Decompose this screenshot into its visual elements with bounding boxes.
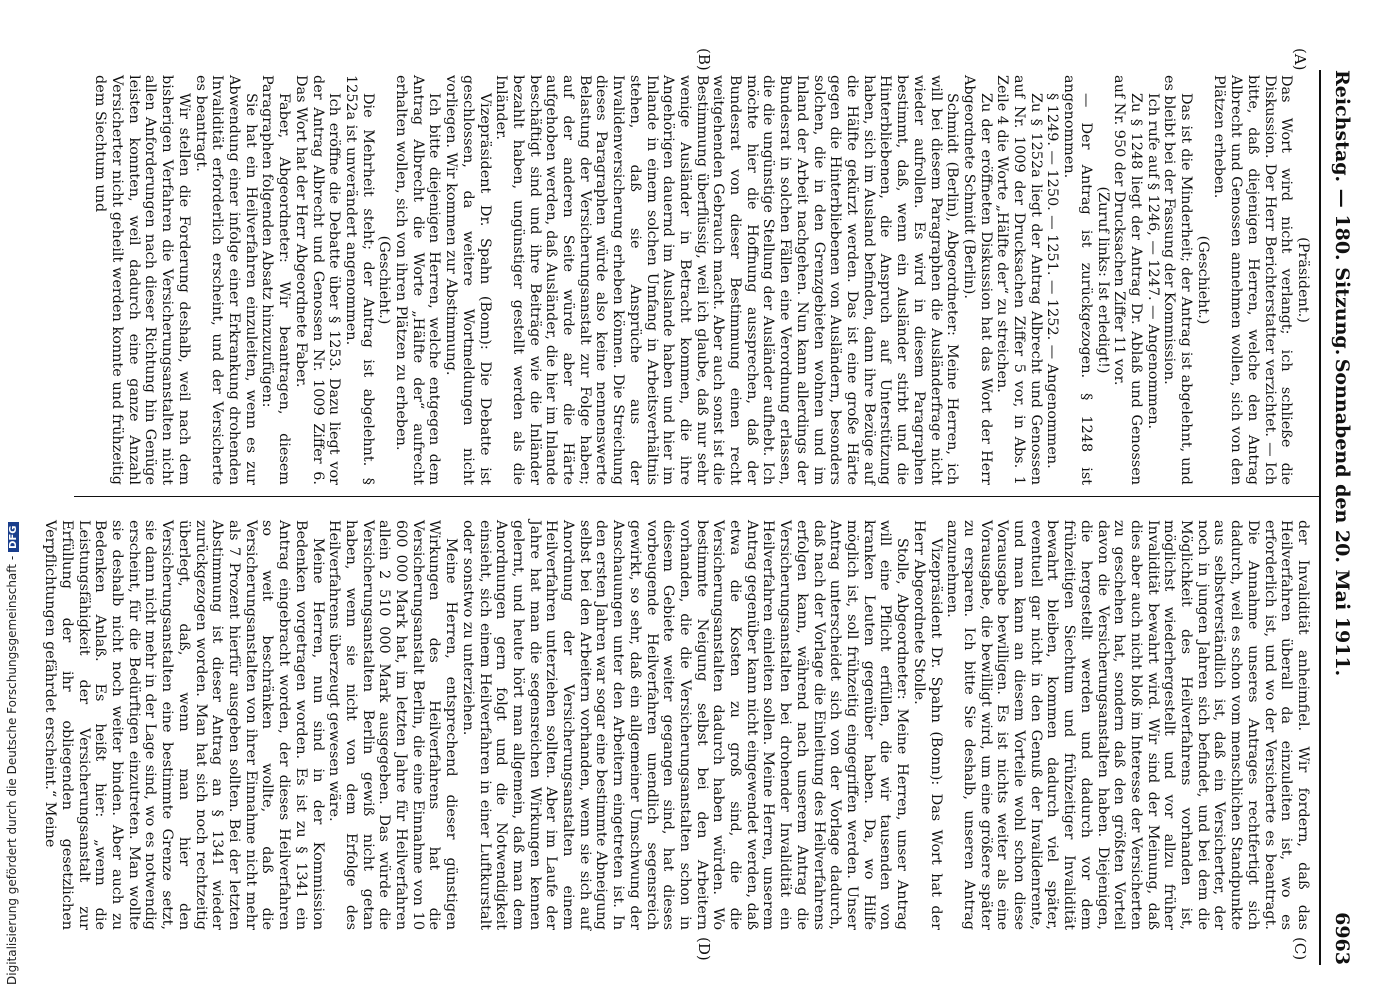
paragraph: (Präsident.) [1295, 237, 1311, 323]
paragraph: (Zuruf links: Ist erledigt!) [1094, 186, 1111, 374]
paragraph: Ich eröffne die Debatte über § 1253. Dazu liegt vor der Antrag Albrecht und Genossen Nr. 1009 Ziffer 6. Das Wort hat der Herr Abgeordnete Faber. [292, 75, 343, 485]
paragraph: Wir stellen die Forderung deshalb, weil nach dem bisherigen Verfahren die Versicherungsanstalten nicht allen Anforderungen nach dieser Richtung hin Genüge leisten konnten, weil dadurch eine ganze Anzahl Versicherter nicht geheilt werden konnte und frühzeitig dem Siechtum und [92, 75, 192, 485]
paragraph: Meine Herren, nun sind in der Kommission Bedenken vorgetragen worden. Es ist zu § 1341 ein Antrag eingebracht worden, der dieses Heilverfahren so weit beschränken wollte, daß die Versicherungsanstalten von ihrer Einnahme nicht mehr als 7 Prozent hierfür ausgeben sollten. Bei der letzten Abstimmung ist dieser Antrag an § 1341 wieder zurückgezogen worden. Man hat sich noch rechtzeitig überlegt, daß, wenn man hier den Versicherungsanstalten eine bestimmte Grenze setzt, sie dann nicht mehr in der Lage sind, wo es notwendig erscheint, für die Bedürftigen einzutreten. Man wollte sie deshalb nicht noch weiter binden. Aber auch zu Bedenken Anlaß. Es heißt hier: „wenn die Leistungsfähigkeit der Versicherungsanstalt zur Erfüllung der ihr obliegenden gesetzlichen Verpflichtungen gefährdet erscheint.“ Meine [42, 520, 326, 930]
paragraph: (Geschieht.) [1194, 235, 1211, 325]
paragraph: Ich rufe auf § 1246, — 1247. — Angenommen. [1144, 93, 1161, 430]
paragraph: Zu der eröffneten Diskussion hat das Wort der Herr Abgeordnete Schmidt (Berlin). [960, 75, 994, 485]
column-divider [74, 496, 1319, 497]
running-header [1323, 70, 1353, 965]
left-text-column [92, 75, 1311, 485]
paragraph: Stolle, Abgeordneter: Meine Herren, unser Antrag will eine Pflicht erfüllen, die wir tausenden von kranken Leuten gegenüber haben. Da, wo Hilfe möglich ist, soll frühzeitig eingegriffen werden. Unser Antrag unterscheidet sich von der Vorlage dadurch, daß nach der Vorlage die Einleitung des Heilverfahrens erfolgen kann, während nach unserem Antrag die Versicherungsanstalten bei drohender Invalidität ein Heilverfahren einleiten sollen. Meine Herren, unserem Antrag gegenüber kann nicht eingewendet werden, daß etwa die Kosten zu groß sind, die die Versicherungsanstalten dadurch haben würden. Wo bestimmte Neigung selbst bei den Arbeitern vorhanden, die die Versicherungsanstalten schon in diesem Gebiete weiter gegangen sind, hat dieses vorbeugende Heilverfahren unendlich segensreich gewirkt, so sehr, daß ein allgemeiner Umschwung der Anschauungen unter den Arbeitern eingetreten ist. In den ersten Jahren war sogar eine bestimmte Abneigung selbst bei den Arbeitern vorhanden, wenn sie sich auf Anordnung der Versicherungsanstalten einem Heilverfahren unterziehen sollten. Aber im Laufe der Jahre hat man die segensreichen Wirkungen kennen gelernt, und heute hört man allgemein, daß man dem Anordnungen gern folgt und die Notwendigkeit einsieht, sich einem Heilverfahren in einer Luftkurstalt oder sonstwo zu unterziehen. [459, 520, 911, 930]
header-left: Reichstag. — 180. Sitzung. [1331, 70, 1353, 356]
paragraph: Faber, Abgeordneter: Wir beantragen, diesem Paragraphen folgenden Absatz hinzuzufügen: [259, 75, 293, 485]
paragraph: (Geschieht.) [376, 235, 393, 325]
paragraph: Zu § 1248 liegt der Antrag Dr. Ablaß und Genossen auf Nr. 950 der Drucksachen Ziffer 11 vor. [1111, 75, 1144, 485]
margin-marker-b: (B) [695, 48, 713, 71]
margin-marker-c: (C) [1291, 937, 1309, 961]
paragraph: Zu § 1252a liegt der Antrag Albrecht und Genossen auf Nr. 1009 der Drucksachen Ziffer 5 vor, in Abs. 1 Zeile 4 die Worte „Hälfte der“ zu streichen. [994, 75, 1044, 485]
margin-marker-d: (D) [695, 937, 713, 961]
paragraph: § 1249. — 1250. — 1251. — 1252. — Angenommen. [1044, 93, 1061, 469]
paragraph: — Der Antrag ist zurückgezogen. § 1248 ist angenommen. [1061, 75, 1094, 485]
digitization-credit [5, 0, 19, 985]
paragraph: Das Wort wird nicht verlangt; ich schließe die Diskussion. Der Herr Berichterstatter verzichtet. — Ich bitte, daß diejenigen Herren, welche den Antrag Albrecht und Genossen annehmen wollen, sich von den Plätzen erheben. [1211, 75, 1295, 485]
credit-text: Digitalisierung gefördert durch die Deutsche Forschungsgemeinschaft - [5, 555, 19, 985]
dfg-logo: DFG [8, 523, 19, 552]
paragraph: Sie hat ein Heilverfahren einzuleiten, wenn es zur Abwendung einer infolge einer Erkrankung drohenden Invalidität erforderlich erscheint, und der Versicherte es beantragt. [192, 75, 259, 485]
paragraph: Ich bitte diejenigen Herren, welche entgegen dem Antrag Albrecht die Worte „Hälfte der“ aufrecht erhalten wollen, sich von ihren Plätzen zu erheben. [393, 75, 443, 485]
paragraph: Meine Herren, entsprechend dieser günstigen Wirkungen des Heilverfahrens hat die Versicherungsanstalt Berlin, die eine Einnahme von 10 600 000 Mark hat, im letzten Jahre für Heilverfahren allein 2 510 000 Mark ausgegeben. Das würde die Versicherungsanstalten Berlin gewiß nicht getan haben, wenn sie nicht von dem Erfolge des Heilverfahrens überzeugt gewesen wäre. [326, 520, 460, 930]
paragraph: Vizepräsident Dr. Spahn (Bonn): Das Wort hat der Herr Abgeordnete Stolle. [910, 520, 944, 930]
header-rule [1319, 70, 1321, 965]
paragraph: Schmidt (Berlin), Abgeordneter: Meine Herren, ich will bei diesem Paragraphen die Ausländerfrage nicht wieder aufrollen. Es wird in diesem Paragraphen bestimmt, daß, wenn ein Ausländer stirbt und die Hinterbliebenen, die Anspruch auf Unterstützung haben, sich im Ausland befinden, dann ihre Bezüge auf die Hälfte gekürzt werden. Das ist eine große Härte gegen die Hinterbliebenen von Ausländern, besonders solchen, die in den Grenzgebieten wohnen und im Inland der Arbeit nachgehen. Nun kann allerdings der Bundesrat in solchen Fällen eine Verordnung erlassen, die die ungünstige Stellung der Ausländer aufhebt. Ich möchte hier die Hoffnung aussprechen, daß der Bundesrat von dieser Bestimmung einen recht weitgehenden Gebrauch macht. Aber auch sonst ist die Bestimmung überflüssig, weil ich glaube, daß nur sehr wenige Ausländer in Betracht kommen, die ihre Angehörigen dauernd im Auslande haben und hier im Inlande in einem solchen Umfang in Arbeitsverhältnis stehen, daß sie Ansprüche aus der Invalidenversicherung erheben können. Die Streichung dieses Paragraphen würde also keine nennenswerte Belastung der Versicherungsanstalt zur Folge haben; auf der anderen Seite würde aber die Härte aufgehoben werden, daß Ausländer, die hier im Inlande beschäftigt sind und ihre Beiträge wie die Inländer bezahlt haben, ungünstiger gestellt werden als die Inländer. [493, 75, 961, 485]
header-date: Sonnabend den 20. Mai 1911. [1331, 358, 1353, 677]
page-number: 6963 [1331, 912, 1353, 965]
paragraph: Die Mehrheit steht; der Antrag ist abgelehnt. § 1252a ist unverändert angenommen. [342, 75, 376, 485]
right-text-column [42, 520, 1311, 930]
margin-marker-a: (A) [1291, 48, 1309, 71]
paragraph: der Invalidität anheimfiel. Wir fordern, daß das Heilverfahren überall da einzuleiten ist, wo es erforderlich ist, und wo der Versicherte es beantragt. Die Annahme unseres Antrages rechtfertigt sich dadurch, weil es schon vom menschlichen Standpunkte aus selbstverständlich ist, daß ein Versicherter, der noch in jungen Jahren sich befindet, und bei dem die Möglichkeit des Heilverfahrens vorhanden ist, möglichst wiederhergestellt und vor allzu früher Invalidität bewahrt wird. Wir sind der Meinung, daß dies aber auch nicht bloß im Interesse der Versicherten zu geschehen hat, sondern daß den größten Vorteil davon die Versicherungsanstalten haben. Diejenigen, die hergestellt werden und dadurch vor dem frühzeitigen Siechtum und frühzeitiger Invalidität bewahrt bleiben, kommen dadurch viel später, eventuell gar nicht in den Genuß der Invalidenrente, und man kann an diesem Vorteile wohl schon diese Vorausgabe bewilligen. Es ist nichts weiter als eine Vorausgabe, die bewilligt wird, um eine größere später zu ersparen. Ich bitte Sie deshalb, unseren Antrag anzunehmen. [944, 520, 1311, 930]
paragraph: Vizepräsident Dr. Spahn (Bonn): Die Debatte ist geschlossen, da weitere Wortmeldungen nicht vorliegen. Wir kommen zur Abstimmung. [443, 75, 493, 485]
paragraph: Das ist die Minderheit; der Antrag ist abgelehnt, und es bleibt bei der Fassung der Kommission. [1161, 75, 1195, 485]
